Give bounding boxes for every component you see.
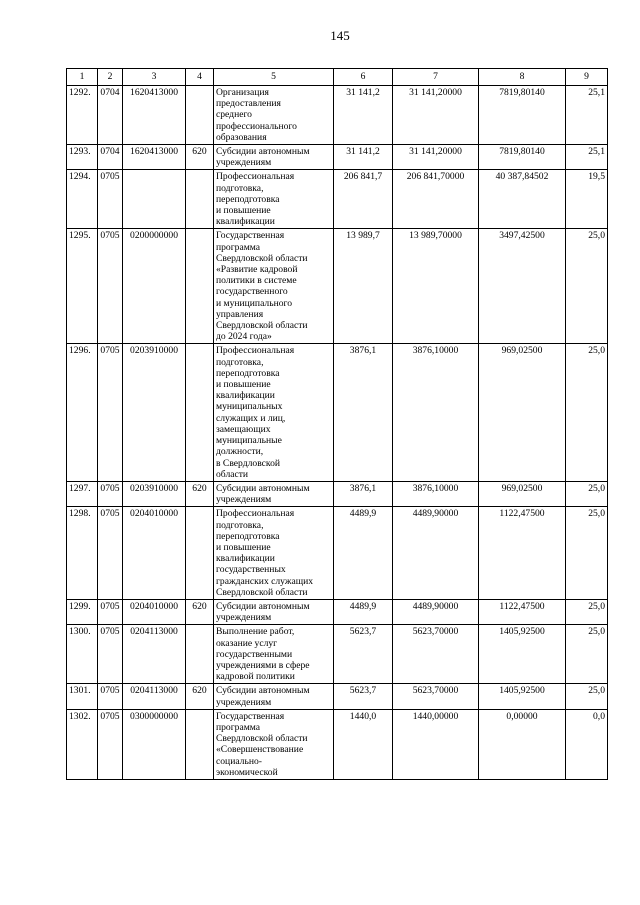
row-name-line: учреждениям [216, 696, 272, 708]
column-header-2: 2 [98, 69, 123, 86]
row-name-line: политики в системе [216, 275, 297, 287]
row-number: 1296. [67, 344, 98, 481]
column-header-1: 1 [67, 69, 98, 86]
execution-percent: 25,0 [566, 625, 608, 684]
expense-type-code: 620 [186, 599, 214, 624]
row-name-line: квалификации [216, 216, 275, 228]
row-name-line: и повышение [216, 379, 271, 391]
row-name-line: Свердловской области [216, 252, 308, 264]
target-article-code: 1620413000 [123, 145, 186, 170]
row-name-line: «Развитие кадровой [216, 264, 298, 276]
section-code: 0704 [98, 86, 123, 145]
table-row [67, 625, 608, 684]
row-name-line: переподготовка [216, 367, 280, 379]
executed-amount: 0,00000 [479, 709, 566, 779]
executed-amount: 3497,42500 [479, 229, 566, 344]
row-name [214, 145, 334, 170]
plan-amount: 5623,7 [334, 684, 393, 709]
row-name-line: переподготовка [216, 530, 280, 542]
target-article-code: 0203910000 [123, 344, 186, 481]
table-row [67, 170, 608, 229]
approved-amount: 5623,70000 [393, 684, 479, 709]
row-number: 1293. [67, 145, 98, 170]
row-name-line: муниципальные [216, 435, 282, 447]
row-name-line: Профессиональная [216, 171, 295, 183]
approved-amount: 5623,70000 [393, 625, 479, 684]
section-code: 0705 [98, 709, 123, 779]
execution-percent: 25,0 [566, 481, 608, 506]
table-row [67, 344, 608, 481]
expense-type-code [186, 170, 214, 229]
executed-amount: 969,02500 [479, 344, 566, 481]
row-name-line: квалификации [216, 553, 275, 565]
column-header-5: 5 [214, 69, 334, 86]
row-name-line: Выполнение работ, [216, 626, 295, 638]
row-number: 1292. [67, 86, 98, 145]
plan-amount: 3876,1 [334, 344, 393, 481]
row-name-line: «Совершенствование [216, 744, 304, 756]
expense-type-code: 620 [186, 481, 214, 506]
execution-percent: 0,0 [566, 709, 608, 779]
row-number: 1302. [67, 709, 98, 779]
plan-amount: 31 141,2 [334, 86, 393, 145]
row-name-line: в Свердловской [216, 457, 281, 469]
plan-amount: 13 989,7 [334, 229, 393, 344]
column-header-8: 8 [479, 69, 566, 86]
row-name-line: государственного [216, 286, 288, 298]
row-name-line: муниципальных [216, 401, 283, 413]
budget-table [66, 68, 608, 780]
executed-amount: 1122,47500 [479, 507, 566, 600]
approved-amount: 3876,10000 [393, 481, 479, 506]
row-name-line: государственными [216, 648, 293, 660]
section-code: 0705 [98, 625, 123, 684]
table-row [67, 599, 608, 624]
row-number: 1297. [67, 481, 98, 506]
row-name-line: учреждениям [216, 494, 272, 506]
row-name-line: учреждениями в сфере [216, 659, 310, 671]
row-number: 1298. [67, 507, 98, 600]
plan-amount: 31 141,2 [334, 145, 393, 170]
execution-percent: 25,0 [566, 507, 608, 600]
section-code: 0705 [98, 507, 123, 600]
row-name-line: подготовка, [216, 182, 264, 194]
row-name-line: Субсидии автономным [216, 685, 310, 697]
row-name-line: и повышение [216, 541, 271, 553]
section-code: 0705 [98, 599, 123, 624]
execution-percent: 19,5 [566, 170, 608, 229]
executed-amount: 1405,92500 [479, 684, 566, 709]
plan-amount: 206 841,7 [334, 170, 393, 229]
row-name-line: учреждениям [216, 612, 272, 624]
table-row [67, 86, 608, 145]
section-code: 0705 [98, 684, 123, 709]
row-number: 1294. [67, 170, 98, 229]
row-name-line: программа [216, 241, 261, 253]
section-code: 0705 [98, 170, 123, 229]
page-number: 145 [330, 28, 350, 43]
plan-amount: 4489,9 [334, 599, 393, 624]
expense-type-code: 620 [186, 145, 214, 170]
row-name-line: управления [216, 308, 264, 320]
expense-type-code [186, 344, 214, 481]
executed-amount: 1405,92500 [479, 625, 566, 684]
row-name [214, 507, 334, 600]
execution-percent: 25,1 [566, 86, 608, 145]
row-name-line: Субсидии автономным [216, 482, 310, 494]
row-name-line: и муниципального [216, 297, 293, 309]
row-number: 1295. [67, 229, 98, 344]
section-code: 0704 [98, 145, 123, 170]
row-name-line: Профессиональная [216, 508, 295, 520]
row-name-line: гражданских служащих [216, 575, 314, 587]
row-name-line: до 2024 года» [216, 331, 272, 343]
column-header-9: 9 [566, 69, 608, 86]
row-name [214, 709, 334, 779]
plan-amount: 1440,0 [334, 709, 393, 779]
executed-amount: 7819,80140 [479, 86, 566, 145]
expense-type-code: 620 [186, 684, 214, 709]
row-number: 1301. [67, 684, 98, 709]
target-article-code: 0204010000 [123, 507, 186, 600]
column-header-4: 4 [186, 69, 214, 86]
row-name-line: государственных [216, 564, 286, 576]
execution-percent: 25,0 [566, 599, 608, 624]
column-header-3: 3 [123, 69, 186, 86]
execution-percent: 25,0 [566, 344, 608, 481]
executed-amount: 1122,47500 [479, 599, 566, 624]
row-name-line: экономической [216, 766, 278, 778]
section-code: 0705 [98, 481, 123, 506]
table-row [67, 229, 608, 344]
executed-amount: 969,02500 [479, 481, 566, 506]
approved-amount: 31 141,20000 [393, 145, 479, 170]
row-name-line: и повышение [216, 205, 271, 217]
row-name-line: программа [216, 721, 261, 733]
row-name-line: переподготовка [216, 193, 280, 205]
row-name [214, 229, 334, 344]
column-header-6: 6 [334, 69, 393, 86]
expense-type-code [186, 625, 214, 684]
row-name-line: Свердловской области [216, 320, 308, 332]
executed-amount: 40 387,84502 [479, 170, 566, 229]
row-name-line: Свердловской области [216, 733, 308, 745]
row-name-line: замещающих [216, 423, 271, 435]
table-row [67, 684, 608, 709]
row-name-line: должности, [216, 446, 264, 458]
row-name-line: подготовка, [216, 519, 264, 531]
section-code: 0705 [98, 229, 123, 344]
plan-amount: 5623,7 [334, 625, 393, 684]
row-name [214, 599, 334, 624]
section-code: 0705 [98, 344, 123, 481]
table-row [67, 709, 608, 779]
expense-type-code [186, 507, 214, 600]
table-row [67, 507, 608, 600]
approved-amount: 4489,90000 [393, 507, 479, 600]
row-name-line: Профессиональная [216, 345, 295, 357]
table-row [67, 145, 608, 170]
approved-amount: 31 141,20000 [393, 86, 479, 145]
target-article-code [123, 170, 186, 229]
approved-amount: 13 989,70000 [393, 229, 479, 344]
row-name-line: Субсидии автономным [216, 600, 310, 612]
row-name-line: квалификации [216, 390, 275, 402]
approved-amount: 206 841,70000 [393, 170, 479, 229]
row-name [214, 86, 334, 145]
row-number: 1300. [67, 625, 98, 684]
approved-amount: 1440,00000 [393, 709, 479, 779]
row-name-line: социально- [216, 755, 262, 767]
header-row [67, 69, 608, 86]
row-name-line: Организация [216, 87, 269, 98]
row-name [214, 481, 334, 506]
executed-amount: 7819,80140 [479, 145, 566, 170]
table-body [67, 86, 608, 780]
approved-amount: 3876,10000 [393, 344, 479, 481]
row-name [214, 344, 334, 481]
row-name-line: Государственная [216, 230, 285, 242]
plan-amount: 4489,9 [334, 507, 393, 600]
expense-type-code [186, 86, 214, 145]
target-article-code: 0200000000 [123, 229, 186, 344]
row-name-line: Субсидии автономным [216, 146, 310, 158]
row-name-line: оказание услуг [216, 637, 278, 649]
row-number: 1299. [67, 599, 98, 624]
row-name-line: служащих и лиц, [216, 412, 286, 424]
expense-type-code [186, 229, 214, 344]
approved-amount: 4489,90000 [393, 599, 479, 624]
row-name-line: области [216, 468, 249, 480]
row-name-line: учреждениям [216, 157, 272, 169]
row-name-line: образования [216, 131, 267, 143]
row-name-line: среднего [216, 109, 252, 121]
row-name-line: подготовка, [216, 356, 264, 368]
plan-amount: 3876,1 [334, 481, 393, 506]
target-article-code: 0204010000 [123, 599, 186, 624]
row-name [214, 170, 334, 229]
target-article-code: 0203910000 [123, 481, 186, 506]
row-name-line: Государственная [216, 710, 285, 722]
execution-percent: 25,0 [566, 229, 608, 344]
column-header-7: 7 [393, 69, 479, 86]
target-article-code: 0204113000 [123, 625, 186, 684]
target-article-code: 0204113000 [123, 684, 186, 709]
row-name-line: профессионального [216, 120, 297, 132]
execution-percent: 25,0 [566, 684, 608, 709]
row-name-line: кадровой политики [216, 671, 295, 683]
target-article-code: 1620413000 [123, 86, 186, 145]
row-name [214, 684, 334, 709]
target-article-code: 0300000000 [123, 709, 186, 779]
row-name-line: Свердловской области [216, 586, 308, 598]
row-name [214, 625, 334, 684]
execution-percent: 25,1 [566, 145, 608, 170]
row-name-line: предоставления [216, 98, 281, 110]
expense-type-code [186, 709, 214, 779]
table-row [67, 481, 608, 506]
